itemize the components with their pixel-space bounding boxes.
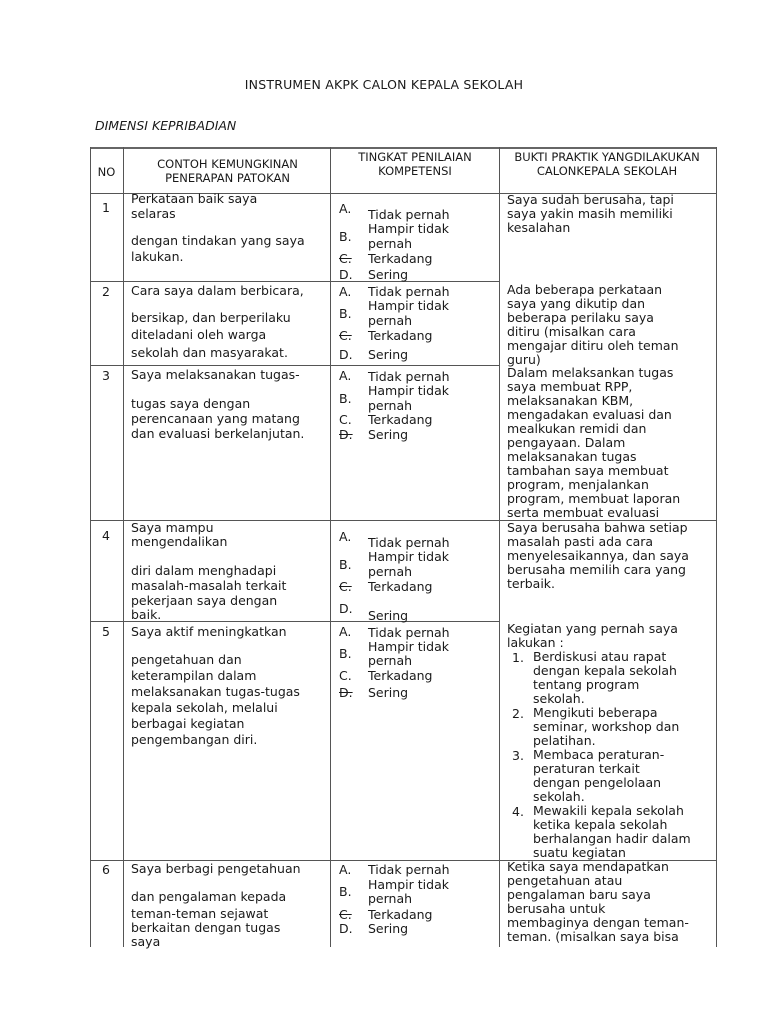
list-item-line: berhalangan hadir dalam <box>533 831 691 846</box>
list-number: 4. <box>512 804 524 819</box>
col-border <box>330 147 331 947</box>
option-c-letter-selected: C. <box>339 907 352 922</box>
statement-line: sekolah dan masyarakat. <box>131 345 288 360</box>
col-border <box>123 147 124 947</box>
statement-line: diteladani oleh warga <box>131 327 267 342</box>
statement-line: Saya berbagi pengetahuan <box>131 861 301 876</box>
list-item-line: ketika kepala sekolah <box>533 817 668 832</box>
list-item-line: Membaca peraturan- <box>533 747 665 762</box>
list-item-line: dengan pengelolaan <box>533 775 662 790</box>
option-b-label: pernah <box>368 653 413 668</box>
option-d-label: Sering <box>368 347 409 362</box>
statement-line: teman-teman sejawat <box>131 906 269 921</box>
evidence-line: guru) <box>507 352 541 367</box>
option-b-label: pernah <box>368 398 413 413</box>
evidence-line: melaksanakan tugas <box>507 449 637 464</box>
option-b-label: pernah <box>368 891 413 906</box>
statement-line: dan evaluasi berkelanjutan. <box>131 426 305 441</box>
row-number: 6 <box>102 862 110 877</box>
row-number: 5 <box>102 624 110 639</box>
option-d-label: Sering <box>368 685 409 700</box>
option-b-label: pernah <box>368 564 413 579</box>
evidence-line: membaginya dengan teman- <box>507 915 689 930</box>
option-a-label: Tidak pernah <box>368 535 450 550</box>
statement-line: diri dalam menghadapi <box>131 563 277 578</box>
option-a-label: Tidak pernah <box>368 862 450 877</box>
dimension-heading: DIMENSI KEPRIBADIAN <box>95 118 237 133</box>
option-d-letter: D. <box>339 921 353 936</box>
evidence-line: program, membuat laporan <box>507 491 681 506</box>
option-d-label: Sering <box>368 921 409 936</box>
list-item-line: dengan kepala sekolah <box>533 663 677 678</box>
row-number: 4 <box>102 528 110 543</box>
evidence-line: Ketika saya mendapatkan <box>507 859 669 874</box>
list-item-line: Mengikuti beberapa <box>533 705 658 720</box>
statement-line: Perkataan baik saya <box>131 191 258 206</box>
statement-line: Saya mampu <box>131 520 214 535</box>
evidence-line: saya yang dikutip dan <box>507 296 646 311</box>
evidence-line: mengajar ditiru oleh teman <box>507 338 679 353</box>
option-b-label: Hampir tidak <box>368 383 449 398</box>
evidence-line: mealkukan remidi dan <box>507 421 647 436</box>
list-item-line: tentang program <box>533 677 640 692</box>
evidence-line: Ada beberapa perkataan <box>507 282 663 297</box>
header-bukti: BUKTI PRAKTIK YANGDILAKUKAN CALONKEPALA SEKOLAH <box>514 150 700 178</box>
option-a-letter: A. <box>339 862 352 877</box>
statement-line: Cara saya dalam berbicara, <box>131 283 304 298</box>
statement-line: Saya melaksanakan tugas- <box>131 367 300 382</box>
evidence-line: pengalaman baru saya <box>507 887 651 902</box>
header-contoh: CONTOH KEMUNGKINAN PENERAPAN PATOKAN <box>157 157 298 185</box>
evidence-line: program, menjalankan <box>507 477 649 492</box>
list-item-line: pelatihan. <box>533 733 596 748</box>
header-no: NO <box>97 165 116 179</box>
row-number: 2 <box>102 284 110 299</box>
evidence-line: pengayaan. Dalam <box>507 435 626 450</box>
statement-line: kepala sekolah, melalui <box>131 700 278 715</box>
col-border <box>90 147 91 947</box>
statement-line: Saya aktif meningkatkan <box>131 624 287 639</box>
option-d-letter: D. <box>339 601 353 616</box>
list-item-line: peraturan terkait <box>533 761 640 776</box>
list-item-line: seminar, workshop dan <box>533 719 680 734</box>
option-b-letter: B. <box>339 646 352 661</box>
evidence-line: Saya sudah berusaha, tapi <box>507 192 674 207</box>
evidence-line: teman. (misalkan saya bisa <box>507 929 679 944</box>
header-tingkat: TINGKAT PENILAIAN KOMPETENSI <box>358 150 472 178</box>
evidence-line: kesalahan <box>507 220 571 235</box>
option-a-label: Tidak pernah <box>368 625 450 640</box>
option-a-letter: A. <box>339 284 352 299</box>
option-b-letter: B. <box>339 557 352 572</box>
list-item-line: suatu kegiatan <box>533 845 626 860</box>
list-item-line: sekolah. <box>533 691 585 706</box>
statement-line: berkaitan dengan tugas <box>131 920 281 935</box>
option-b-label: Hampir tidak <box>368 549 449 564</box>
statement-line: lakukan. <box>131 249 184 264</box>
evidence-line: terbaik. <box>507 576 556 591</box>
option-d-letter-selected: D. <box>339 427 353 442</box>
list-number: 2. <box>512 706 524 721</box>
option-c-label: Terkadang <box>368 251 433 266</box>
evidence-line: lakukan : <box>507 635 564 650</box>
option-b-label: pernah <box>368 236 413 251</box>
evidence-line: saya membuat RPP, <box>507 379 633 394</box>
list-item-line: Mewakili kepala sekolah <box>533 803 684 818</box>
option-b-letter: B. <box>339 391 352 406</box>
evidence-line: melaksanakan KBM, <box>507 393 634 408</box>
statement-line: berbagai kegiatan <box>131 716 245 731</box>
evidence-line: menyelesaikannya, dan saya <box>507 548 689 563</box>
document-title: INSTRUMEN AKPK CALON KEPALA SEKOLAH <box>244 77 524 92</box>
option-c-label: Terkadang <box>368 328 433 343</box>
evidence-line: tambahan saya membuat <box>507 463 669 478</box>
evidence-line: Kegiatan yang pernah saya <box>507 621 678 636</box>
evidence-line: mengadakan evaluasi dan <box>507 407 672 422</box>
evidence-line: Dalam melaksankan tugas <box>507 365 674 380</box>
statement-line: pengetahuan dan <box>131 652 242 667</box>
col-border <box>499 147 500 947</box>
option-a-letter: A. <box>339 368 352 383</box>
evidence-line: saya yakin masih memiliki <box>507 206 673 221</box>
option-b-letter: B. <box>339 306 352 321</box>
option-c-label: Terkadang <box>368 907 433 922</box>
evidence-line: berusaha untuk <box>507 901 606 916</box>
option-a-letter: A. <box>339 201 352 216</box>
list-item-line: Berdiskusi atau rapat <box>533 649 667 664</box>
statement-line: saya <box>131 934 161 949</box>
option-b-label: Hampir tidak <box>368 877 449 892</box>
option-d-label: Sering <box>368 427 409 442</box>
statement-line: perencanaan yang matang <box>131 411 300 426</box>
option-d-letter-selected: D. <box>339 685 353 700</box>
statement-line: masalah-masalah terkait <box>131 578 287 593</box>
option-d-letter: D. <box>339 347 353 362</box>
row-divider <box>90 365 500 366</box>
option-c-letter-selected: C. <box>339 251 352 266</box>
table-top-border <box>90 147 717 149</box>
option-b-label: pernah <box>368 313 413 328</box>
statement-line: baik. <box>131 607 162 622</box>
option-c-letter-selected: C. <box>339 328 352 343</box>
list-number: 1. <box>512 650 524 665</box>
evidence-line: Saya berusaha bahwa setiap <box>507 520 688 535</box>
option-a-label: Tidak pernah <box>368 207 450 222</box>
option-a-letter: A. <box>339 624 352 639</box>
option-b-label: Hampir tidak <box>368 298 449 313</box>
evidence-line: pengetahuan atau <box>507 873 623 888</box>
statement-line: mengendalikan <box>131 534 228 549</box>
option-a-letter: A. <box>339 529 352 544</box>
evidence-line: berusaha memilih cara yang <box>507 562 686 577</box>
option-d-label: Sering <box>368 608 409 623</box>
option-b-letter: B. <box>339 884 352 899</box>
row-number: 1 <box>102 200 110 215</box>
option-d-label: Sering <box>368 267 409 282</box>
statement-line: dengan tindakan yang saya <box>131 233 305 248</box>
option-b-letter: B. <box>339 229 352 244</box>
statement-line: pengembangan diri. <box>131 732 258 747</box>
statement-line: keterampilan dalam <box>131 668 257 683</box>
statement-line: dan pengalaman kepada <box>131 889 287 904</box>
option-b-label: Hampir tidak <box>368 639 449 654</box>
row-number: 3 <box>102 368 110 383</box>
row-divider <box>90 281 500 282</box>
option-b-label: Hampir tidak <box>368 221 449 236</box>
option-a-label: Tidak pernah <box>368 369 450 384</box>
evidence-line: serta membuat evaluasi <box>507 505 660 520</box>
statement-line: bersikap, dan berperilaku <box>131 310 291 325</box>
evidence-line: beberapa perilaku saya <box>507 310 654 325</box>
option-c-letter-selected: C. <box>339 579 352 594</box>
option-c-letter: C. <box>339 412 352 427</box>
option-c-label: Terkadang <box>368 668 433 683</box>
statement-line: pekerjaan saya dengan <box>131 593 278 608</box>
evidence-line: masalah pasti ada cara <box>507 534 654 549</box>
option-a-label: Tidak pernah <box>368 284 450 299</box>
statement-line: selaras <box>131 206 176 221</box>
list-item-line: sekolah. <box>533 789 585 804</box>
option-c-label: Terkadang <box>368 579 433 594</box>
evidence-line: ditiru (misalkan cara <box>507 324 636 339</box>
option-c-label: Terkadang <box>368 412 433 427</box>
option-d-letter: D. <box>339 267 353 282</box>
list-number: 3. <box>512 748 524 763</box>
option-c-letter: C. <box>339 668 352 683</box>
statement-line: melaksanakan tugas-tugas <box>131 684 300 699</box>
statement-line: tugas saya dengan <box>131 396 251 411</box>
